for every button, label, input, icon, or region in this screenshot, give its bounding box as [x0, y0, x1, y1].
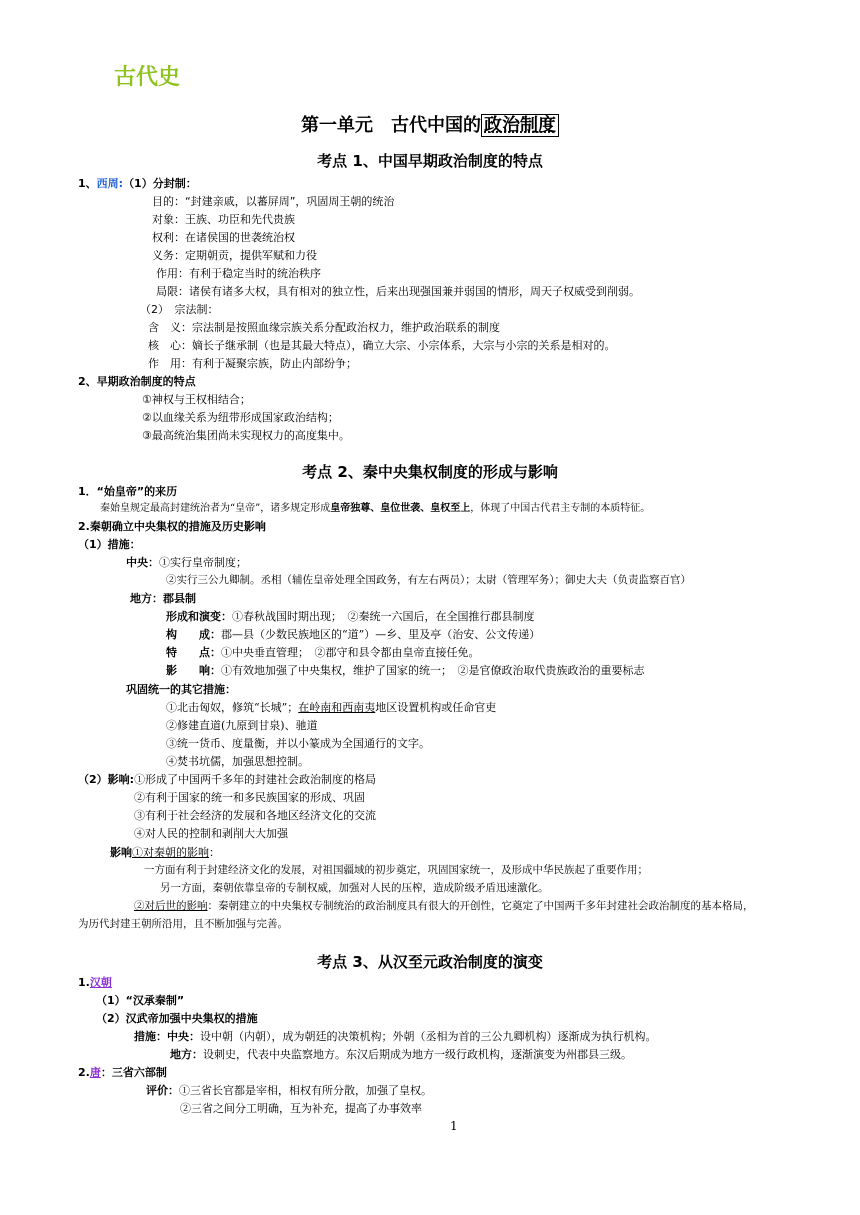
tedian-2: ②以血缘关系为纽带形成国家政治结构；: [142, 411, 339, 424]
tedian-3: ③最高统治集团尚未实现权力的高度集中。: [142, 429, 350, 442]
goucheng-line: [166, 627, 540, 642]
yx5-label: 影响: [110, 846, 132, 859]
gonggu-3: ③统一货币、度量衡，并以小篆成为全国通行的文字。: [166, 737, 430, 750]
g1-pre: ①北击匈奴，修筑“长城”；: [166, 701, 299, 714]
a1-text-post: ，体现了中国古代君主专制的本质特征。: [470, 503, 651, 514]
kd2-heading: 考点 2、秦中央集权制度的形成与影响: [302, 463, 558, 481]
page-number: 1: [450, 1119, 458, 1133]
zhongyang-line1: [126, 555, 247, 570]
yingxiang-line: [166, 663, 645, 678]
xingcheng-label: 形成和演变：: [166, 610, 232, 623]
yx-5-line: [110, 845, 220, 860]
yx-2: ②有利于国家的统一和多民族国家的形成、巩固: [134, 791, 365, 804]
a1-text-pre: 秦始皇规定最高封建统治者为“皇帝”，诸多规定形成: [100, 503, 331, 514]
yingxiang-1-line: [78, 772, 376, 787]
gonggu-label: 巩固统一的其它措施：: [126, 683, 236, 696]
kd2-a1-text: [100, 501, 650, 516]
hanchao-link[interactable]: 汉朝: [89, 976, 112, 989]
kd2-a1: 1．“始皇帝”的来历: [78, 485, 178, 498]
kd1-l1-rest: （1）分封制：: [123, 177, 197, 190]
tang-pingjia-2: ②三省之间分工明确，互为补充，提高了办事效率: [180, 1102, 422, 1115]
kd1-line1: [78, 176, 197, 191]
kd2-a2: 2.秦朝确立中央集权的措施及历史影响: [78, 520, 266, 533]
tedian-line: [166, 645, 480, 660]
yingxiang-label: 影 响：: [166, 664, 221, 677]
yx-9: 为历代封建王朝所沿用，且不断加强与完善。: [78, 918, 288, 930]
b4-text: 设中朝（内朝），成为朝廷的决策机构；外朝（丞相为首的三公九卿机构）逐渐成为执行机构。: [200, 1030, 657, 1043]
yx8-underlined: ②对后世的影响: [134, 900, 208, 912]
fenfeng-juxian: 局限：诸侯有诸多大权，具有相对的独立性，后来出现强国兼并弱国的情形，周天子权威受到削弱。: [156, 285, 640, 298]
goucheng-text: 郡—县（少数民族地区的“道”）—乡、里及亭（治安、公文传递）: [221, 628, 541, 641]
a1-text-bold: 皇帝独尊、皇位世袭、皇权至上: [330, 503, 471, 514]
c2-text: ①三省长官都是宰相，相权有所分散，加强了皇权。: [179, 1084, 432, 1097]
tang-pingjia-line: [146, 1083, 432, 1098]
yx-7: 另一方面，秦朝依靠皇帝的专制权威，加强对人民的压榨，造成阶级矛盾迅速激化。: [160, 882, 549, 894]
difang-label: 地方：郡县制: [130, 592, 196, 605]
xingcheng-line: [166, 609, 535, 624]
yx-6: 一方面有利于封建经济文化的发展，对祖国疆域的初步奠定，巩固国家统一，及形成中华民族起了重要作用；: [144, 864, 648, 876]
unit-title: [0, 113, 860, 139]
kd1-heading: 考点 1、中国早期政治制度的特点: [317, 152, 543, 170]
tedian-label: 特 点：: [166, 646, 221, 659]
han-cheng-qin: （1）“汉承秦制”: [96, 994, 185, 1007]
yx-8-line: [134, 899, 754, 914]
fenfeng-zuoyong: 作用：有利于稳定当时的统治秩序: [156, 267, 321, 280]
b5-text: 设刺史，代表中央监察地方。东汉后期成为地方一级行政机构，逐渐演变为州郡县三级。: [203, 1048, 632, 1061]
b5-label: 地方：: [170, 1048, 203, 1061]
unit-title-boxed: 政治制度: [481, 114, 559, 137]
goucheng-label: 构 成：: [166, 628, 221, 641]
yx5-post: ：: [209, 846, 220, 859]
yx-4: ④对人民的控制和剥削大大加强: [134, 827, 288, 840]
zongfa-zuoyong: 作 用：有利于凝聚宗族，防止内部纷争；: [148, 357, 357, 370]
zhongyang-label: 中央：: [126, 556, 159, 569]
section-title: 古代史: [114, 65, 181, 90]
unit-title-prefix: 第一单元 古代中国的: [301, 115, 481, 136]
fenfeng-yiwu: 义务：定期朝贡，提供军赋和力役: [152, 249, 317, 262]
tang-link[interactable]: 唐: [89, 1066, 101, 1079]
kd1-l1-num: 1、: [78, 177, 97, 190]
g1-underlined: 在岭南和西南夷: [298, 701, 376, 714]
han-difang-line: [170, 1047, 632, 1062]
b4-label: 措施：中央：: [134, 1030, 200, 1043]
tedian-text: ①中央垂直管理； ②郡守和县令都由皇帝直接任免。: [221, 646, 480, 659]
c1-post: ：三省六部制: [100, 1066, 167, 1079]
gonggu-4: ④焚书坑儒，加强思想控制。: [166, 755, 309, 768]
fenfeng-quanli: 权利：在诸侯国的世袭统治权: [152, 231, 295, 244]
hanwudi-cuoshi: （2）汉武帝加强中央集权的措施: [96, 1012, 258, 1025]
c2-label: 评价：: [146, 1084, 179, 1097]
kd1-line2: 2、早期政治制度的特点: [78, 375, 196, 388]
zongfa-hanyi: 含 义：宗法制是按照血缘宗族关系分配政治权力，维护政治联系的制度: [148, 321, 500, 334]
zongfa-heading: （2） 宗法制：: [140, 303, 219, 316]
han-zhongyang-line: [134, 1029, 657, 1044]
fenfeng-mudi: 目的：“封建亲戚，以蕃屏周”，巩固周王朝的统治: [152, 195, 395, 208]
gonggu-2: ②修建直道(九原到甘泉)、驰道: [166, 719, 318, 732]
tang-line: [78, 1065, 167, 1080]
yx-label: （2）影响:: [78, 773, 135, 786]
yingxiang-text: ①有效地加强了中央集权，维护了国家的统一； ②是官僚政治取代贵族政治的重要标志: [221, 664, 645, 677]
xingcheng-text: ①春秋战国时期出现； ②秦统一六国后，在全国推行郡县制度: [232, 610, 535, 623]
fenfeng-duixiang: 对象：王族、功臣和先代贵族: [152, 213, 295, 226]
gonggu-1: [166, 700, 496, 715]
zhongyang-2: ②实行三公九卿制。丞相（辅佐皇帝处理全国政务，有左右两员）；太尉（管理军务）；御史大夫（负责监察百官）: [166, 574, 691, 586]
xizhou-link[interactable]: 西周:: [96, 177, 124, 190]
c1-num: 2.: [78, 1066, 90, 1079]
yx5-underlined: ①对秦朝的影响: [132, 846, 209, 859]
zongfa-hexin: 核 心：嫡长子继承制（也是其最大特点），确立大宗、小宗体系，大宗与小宗的关系是相对的。: [148, 339, 616, 352]
yx8-post: ：秦朝建立的中央集权专制统治的政治制度具有很大的开创性，它奠定了中国两千多年封建社会政治制度的基本格局，: [207, 900, 754, 912]
yx-3: ③有利于社会经济的发展和各地区经济文化的交流: [134, 809, 376, 822]
zhongyang-1: ①实行皇帝制度；: [159, 556, 247, 569]
tedian-1: ①神权与王权相结合；: [142, 393, 251, 406]
kd3-heading: 考点 3、从汉至元政治制度的演变: [317, 953, 543, 971]
b1-num: 1.: [78, 976, 90, 989]
yx-1: ①形成了中国两千多年的封建社会政治制度的格局: [134, 773, 377, 786]
hanchao-line: [78, 975, 112, 990]
cuoshi-label: （1）措施：: [78, 538, 141, 551]
g1-post: 地区设置机构或任命官吏: [375, 701, 497, 714]
